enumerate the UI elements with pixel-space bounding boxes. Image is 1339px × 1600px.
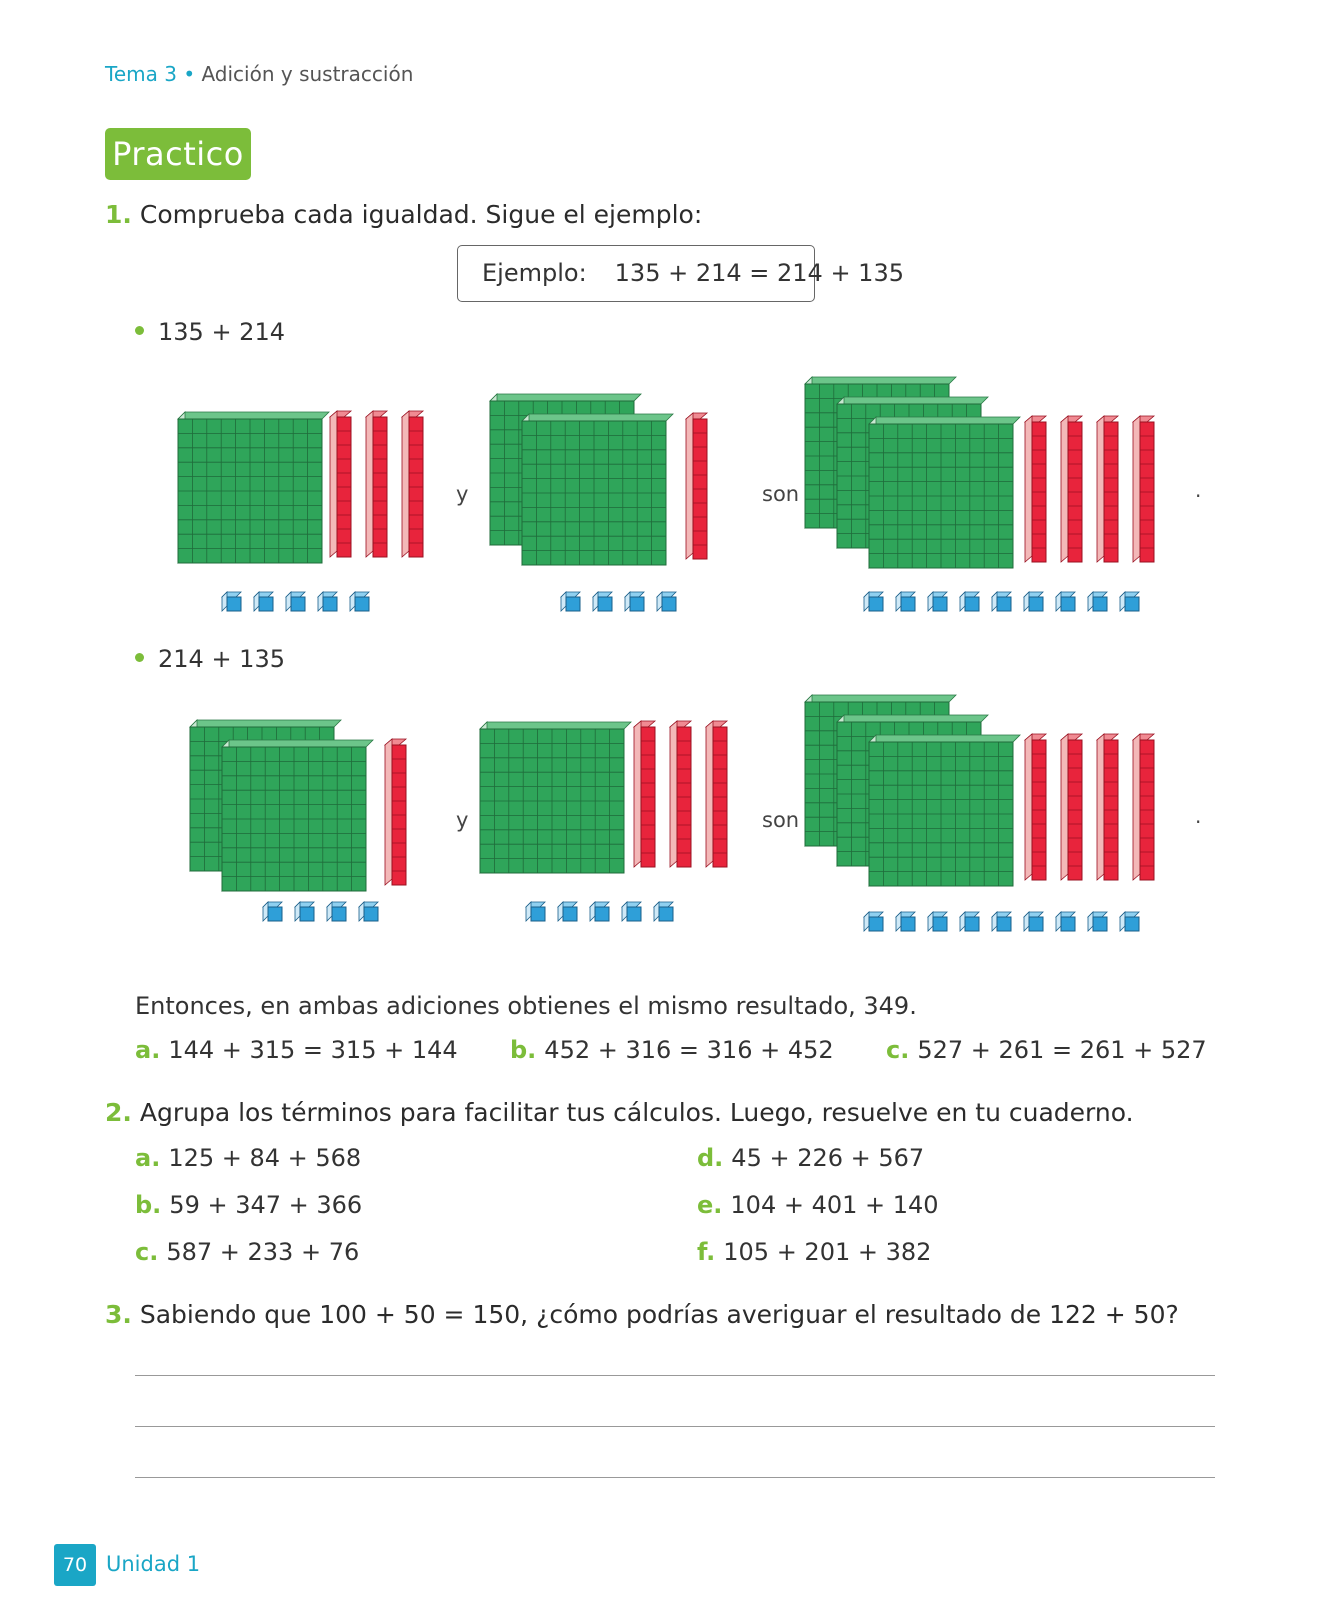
- result-word: son: [762, 482, 800, 506]
- period-mark: .: [1195, 478, 1202, 502]
- item-expression: 104 + 401 + 140: [730, 1191, 939, 1219]
- item-2c: [135, 1238, 359, 1266]
- question-2: [105, 1098, 1134, 1127]
- hundred-flat: [837, 397, 988, 404]
- item-letter: a.: [135, 1144, 161, 1172]
- item-expression: 527 + 261 = 261 + 527: [917, 1036, 1207, 1064]
- joiner-word: y: [456, 482, 469, 506]
- bullet-expression: 135 + 214: [158, 318, 285, 346]
- item-2f: [697, 1238, 931, 1266]
- hundred-flat: [837, 715, 988, 722]
- item-1a: [135, 1036, 458, 1064]
- question-text: Sabiendo que 100 + 50 = 150, ¿cómo podrías averiguar el resultado de 122 + 50?: [139, 1300, 1179, 1329]
- question-text: Comprueba cada igualdad. Sigue el ejemplo:: [139, 200, 703, 229]
- unit-label: Unidad 1: [106, 1552, 201, 1576]
- item-expression: 59 + 347 + 366: [169, 1191, 363, 1219]
- item-2b: [135, 1191, 362, 1219]
- bullet-expression: 214 + 135: [158, 645, 285, 673]
- hundred-flat: [490, 394, 641, 401]
- item-expression: 45 + 226 + 567: [731, 1144, 925, 1172]
- item-1c: [886, 1036, 1207, 1064]
- item-expression: 105 + 201 + 382: [723, 1238, 932, 1266]
- item-expression: 452 + 316 = 316 + 452: [544, 1036, 834, 1064]
- item-1b: [510, 1036, 834, 1064]
- item-expression: 144 + 315 = 315 + 144: [168, 1036, 458, 1064]
- example-expression: 135 + 214 = 214 + 135: [614, 259, 904, 287]
- example-label: Ejemplo:: [482, 259, 587, 287]
- section-badge: Practico: [105, 128, 251, 180]
- hundred-flat: [522, 414, 673, 421]
- item-letter: d.: [697, 1144, 724, 1172]
- question-number: 3.: [105, 1300, 132, 1329]
- hundred-flat: [869, 735, 1020, 742]
- item-expression: 125 + 84 + 568: [168, 1144, 362, 1172]
- topic-title: Adición y sustracción: [201, 62, 414, 86]
- item-2a: [135, 1144, 361, 1172]
- answer-line[interactable]: [135, 1375, 1215, 1376]
- item-letter: b.: [510, 1036, 537, 1064]
- item-2e: [697, 1191, 939, 1219]
- question-number: 1.: [105, 200, 132, 229]
- question-text: Agrupa los términos para facilitar tus cálculos. Luego, resuelve en tu cuaderno.: [139, 1098, 1134, 1127]
- page-number: 70: [54, 1544, 96, 1586]
- item-letter: b.: [135, 1191, 162, 1219]
- question-3: [105, 1300, 1179, 1329]
- item-letter: c.: [886, 1036, 910, 1064]
- period-mark: .: [1195, 804, 1202, 828]
- hundred-flat: [480, 722, 631, 729]
- hundred-flat: [869, 417, 1020, 424]
- header-separator: •: [183, 62, 196, 86]
- hundred-flat: [178, 412, 329, 419]
- joiner-word: y: [456, 808, 469, 832]
- hundred-flat: [222, 740, 373, 747]
- answer-line[interactable]: [135, 1477, 1215, 1478]
- conclusion-text: Entonces, en ambas adiciones obtienes el mismo resultado, 349.: [135, 992, 917, 1020]
- item-letter: c.: [135, 1238, 159, 1266]
- topic-number: Tema 3: [105, 62, 177, 86]
- hundred-flat: [805, 377, 956, 384]
- result-word: son: [762, 808, 800, 832]
- item-expression: 587 + 233 + 76: [166, 1238, 360, 1266]
- item-2d: [697, 1144, 924, 1172]
- hundred-flat: [805, 695, 956, 702]
- item-letter: e.: [697, 1191, 723, 1219]
- question-number: 2.: [105, 1098, 132, 1127]
- item-letter: a.: [135, 1036, 161, 1064]
- answer-line[interactable]: [135, 1426, 1215, 1427]
- hundred-flat: [190, 720, 341, 727]
- item-letter: f.: [697, 1238, 716, 1266]
